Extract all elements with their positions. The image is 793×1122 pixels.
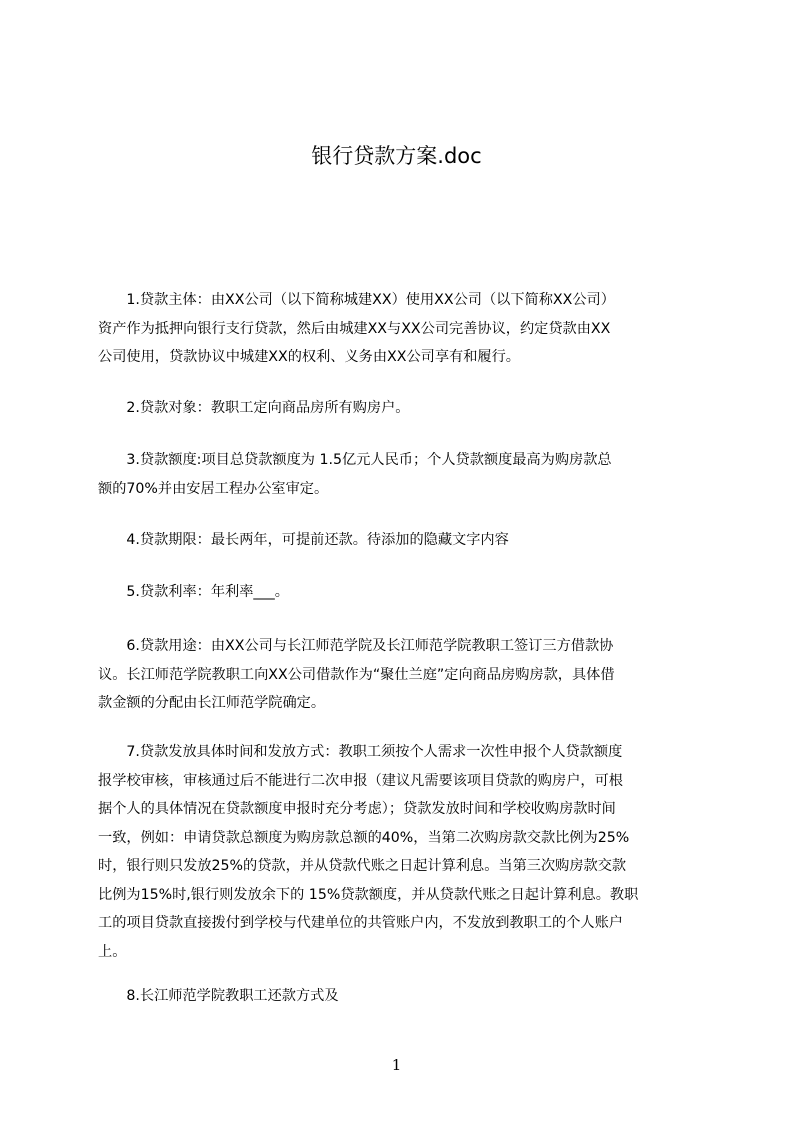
paragraph-line: 2.贷款对象：教职工定向商品房所有购房户。 [98,400,410,416]
paragraph-line: 议。长江师范学院教职工向XX公司借款作为“聚仕兰庭”定向商品房购房款，具体借 [98,666,615,683]
paragraph-line: 一致，例如：申请贷款总额度为购房款总额的40%，当第二次购房款交款比例为25% [98,829,630,846]
paragraph-5 [98,578,698,607]
paragraph-6 [98,632,698,718]
paragraph-line: 上。 [98,943,127,960]
document-title: 银行贷款方案.doc [311,144,482,168]
paragraph-3 [98,446,698,503]
paragraph-2 [98,394,698,423]
paragraph-line: 比例为15%时,银行则发放余下的 15%贷款额度，并从贷款代账之日起计算利息。教职 [98,886,639,903]
paragraph-line: 5.贷款利率：年利率___。 [98,584,289,600]
paragraph-8 [98,982,698,1011]
paragraph-line: 资产作为抵押向银行支行贷款，然后由城建XX与XX公司完善协议，约定贷款由XX [98,320,611,337]
paragraph-line: 3.贷款额度:项目总贷款额度为 1.5亿元人民币；个人贷款额度最高为购房款总 [98,452,612,468]
paragraph-line: 报学校审核，审核通过后不能进行二次申报（建议凡需要该项目贷款的购房户，可根 [98,772,623,789]
paragraph-line: 款金额的分配由长江师范学院确定。 [98,695,326,711]
paragraph-line: 7.贷款发放具体时间和发放方式：教职工须按个人需求一次性申报个人贷款额度 [98,744,623,760]
paragraph-line: 6.贷款用途：由XX公司与长江师范学院及长江师范学院教职工签订三方借款协 [98,638,614,654]
paragraph-line: 时，银行则只发放25%的贷款，并从贷款代账之日起计算利息。当第三次购房款交款 [98,858,627,874]
paragraph-line: 公司使用，贷款协议中城建XX的权利、义务由XX公司享有和履行。 [98,349,520,365]
paragraph-line: 额的70%并由安居工程办公室审定。 [98,480,329,497]
paragraph-line: 4.贷款期限：最长两年，可提前还款。待添加的隐藏文字内容 [98,532,509,548]
paragraph-4 [98,526,698,555]
paragraph-line: 工的项目贷款直接拨付到学校与代建单位的共管账户内，不发放到教职工的个人账户 [98,915,623,931]
paragraph-1 [98,286,698,372]
paragraph-line: 8.长江师范学院教职工还款方式及 [98,988,339,1004]
paragraph-line: 据个人的具体情况在贷款额度申报时充分考虑）；贷款发放时间和学校收购房款时间 [98,801,616,817]
page-number: 1 [391,1056,402,1074]
paragraph-7 [98,738,698,966]
paragraph-line: 1.贷款主体：由XX公司（以下简称城建XX）使用XX公司（以下简称XX公司） [98,292,615,308]
